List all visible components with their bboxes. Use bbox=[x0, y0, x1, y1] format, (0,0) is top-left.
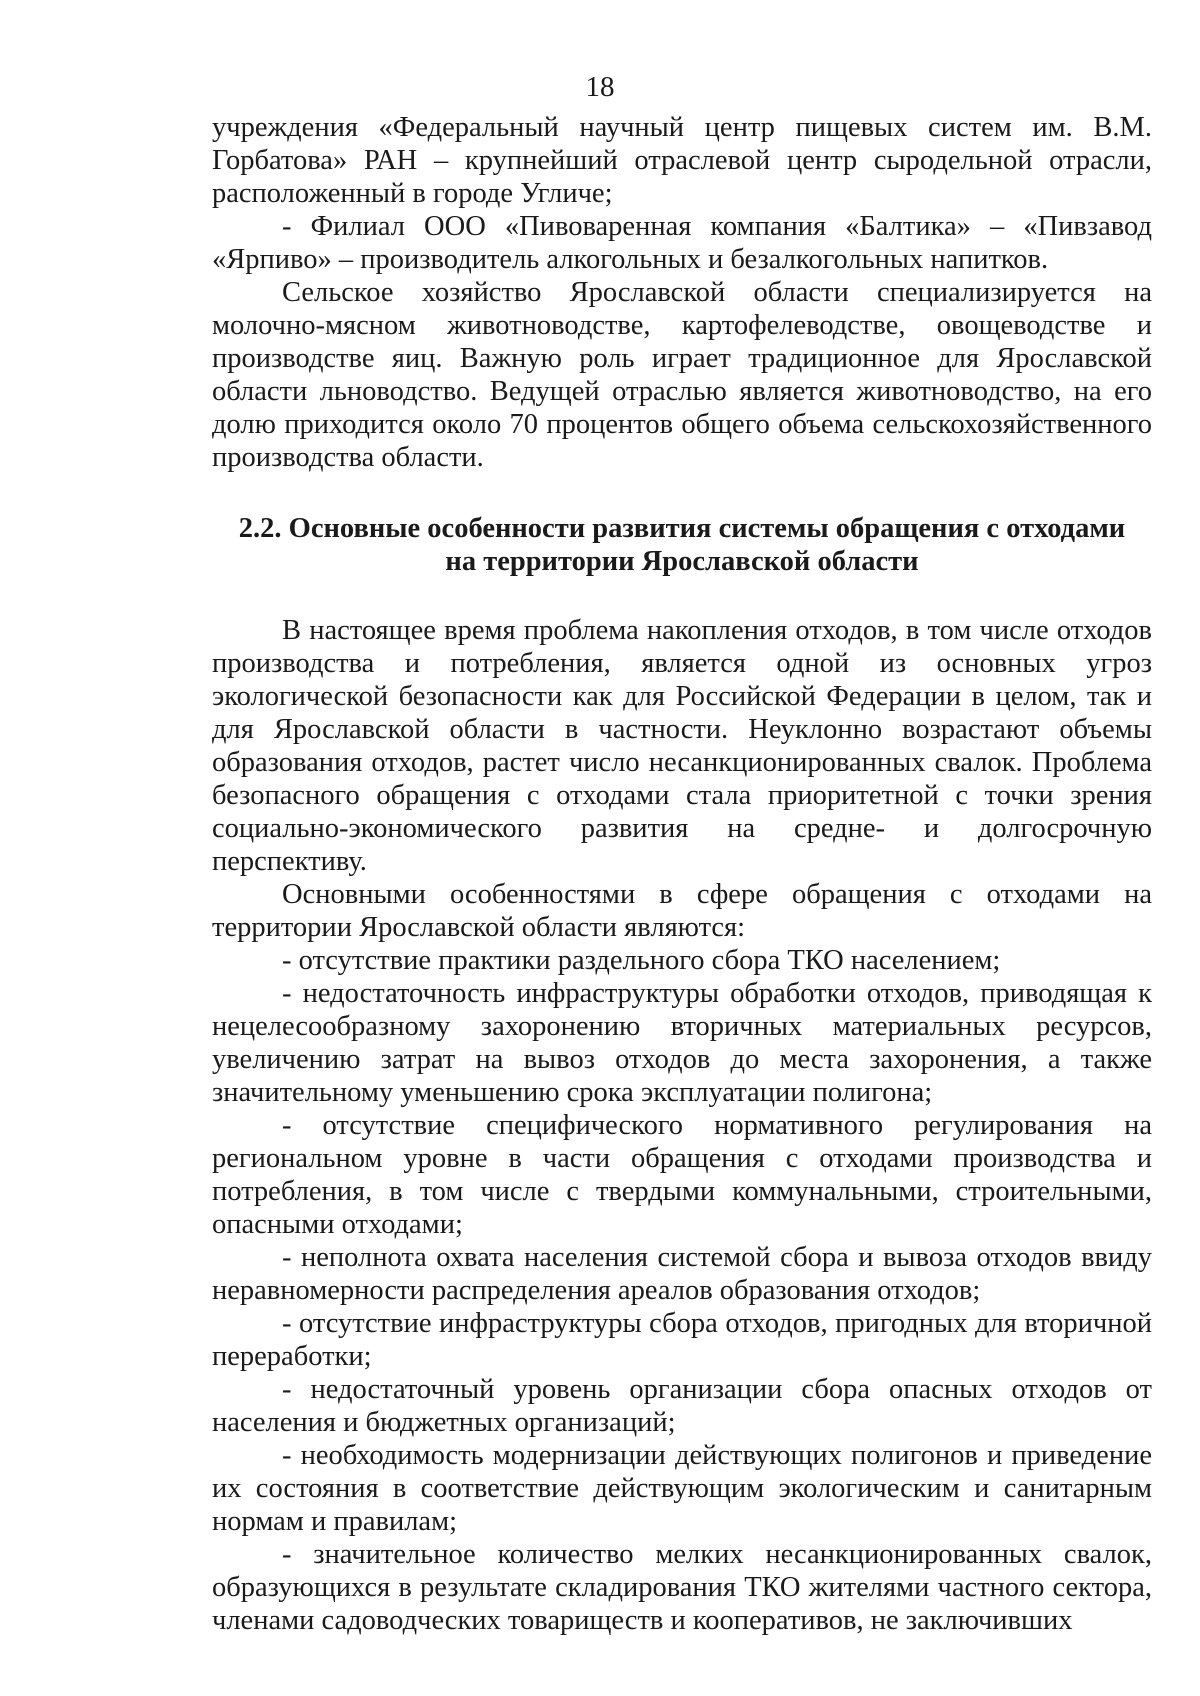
paragraph: - неполнота охвата населения системой сбора и вывоза отходов ввиду неравномерности распределения ареалов образования отходов; bbox=[212, 1242, 1152, 1306]
paragraph: - недостаточность инфраструктуры обработки отходов, приводящая к нецелесообразному захоронению вторичных материальных ресурсов, увеличению затрат на вывоз отходов до места захоронения, а также значительному уменьшению срока эксплуатации полигона; bbox=[212, 978, 1152, 1108]
section-heading bbox=[212, 512, 1152, 578]
paragraph: - отсутствие практики раздельного сбора ТКО населением; bbox=[282, 945, 1001, 976]
paragraph: - необходимость модернизации действующих полигонов и приведение их состояния в соответствие действующим экологическим и санитарным нормам и правилам; bbox=[212, 1440, 1152, 1537]
paragraph: Сельское хозяйство Ярославской области специализируется на молочно-мясном животноводстве, картофелеводстве, овощеводстве и производстве яиц. Важную роль играет традиционное для Ярославской области льноводство. Ведущей отраслью является животноводство, на его долю приходится около 70 процентов общего объема сельскохозяйственного производства области. bbox=[212, 277, 1152, 473]
paragraph: Основными особенностями в сфере обращения с отходами на территории Ярославской области являются: bbox=[212, 879, 1152, 943]
document-body bbox=[212, 111, 1152, 1637]
paragraph: - значительное количество мелких несанкционированных свалок, образующихся в результате складирования ТКО жителями частного сектора, членами садоводческих товариществ и кооперативов, не заключивших bbox=[212, 1539, 1152, 1636]
paragraph-group-bottom bbox=[212, 614, 1152, 1637]
paragraph: В настоящее время проблема накопления отходов, в том числе отходов производства и потребления, является одной из основных угроз экологической безопасности как для Российской Федерации в целом, так и для Ярославской области в частности. Неуклонно возрастают объемы образования отходов, растет число несанкционированных свалок. Проблема безопасного обращения с отходами стала приоритетной с точки зрения социально-экономического развития на средне- и долгосрочную перспективу. bbox=[212, 615, 1152, 877]
paragraph: - недостаточный уровень организации сбора опасных отходов от населения и бюджетных организаций; bbox=[212, 1374, 1152, 1438]
page-number: 18 bbox=[585, 71, 615, 103]
section-heading-line-1: 2.2. Основные особенности развития системы обращения с отходами bbox=[238, 513, 1126, 544]
paragraph: учреждения «Федеральный научный центр пищевых систем им. В.М. Горбатова» РАН – крупнейший отраслевой центр сыродельной отрасли, расположенный в городе Угличе; bbox=[212, 112, 1152, 209]
section-heading-line-2: на территории Ярославской области bbox=[445, 546, 919, 577]
paragraph: - Филиал ООО «Пивоваренная компания «Балтика» – «Пивзавод «Ярпиво» – производитель алкогольных и безалкогольных напитков. bbox=[212, 211, 1152, 275]
paragraph-group-top bbox=[212, 111, 1152, 474]
paragraph: - отсутствие инфраструктуры сбора отходов, пригодных для вторичной переработки; bbox=[212, 1308, 1152, 1372]
paragraph: - отсутствие специфического нормативного регулирования на региональном уровне в части обращения с отходами производства и потребления, в том числе с твердыми коммунальными, строительными, опасными отходами; bbox=[212, 1110, 1152, 1240]
